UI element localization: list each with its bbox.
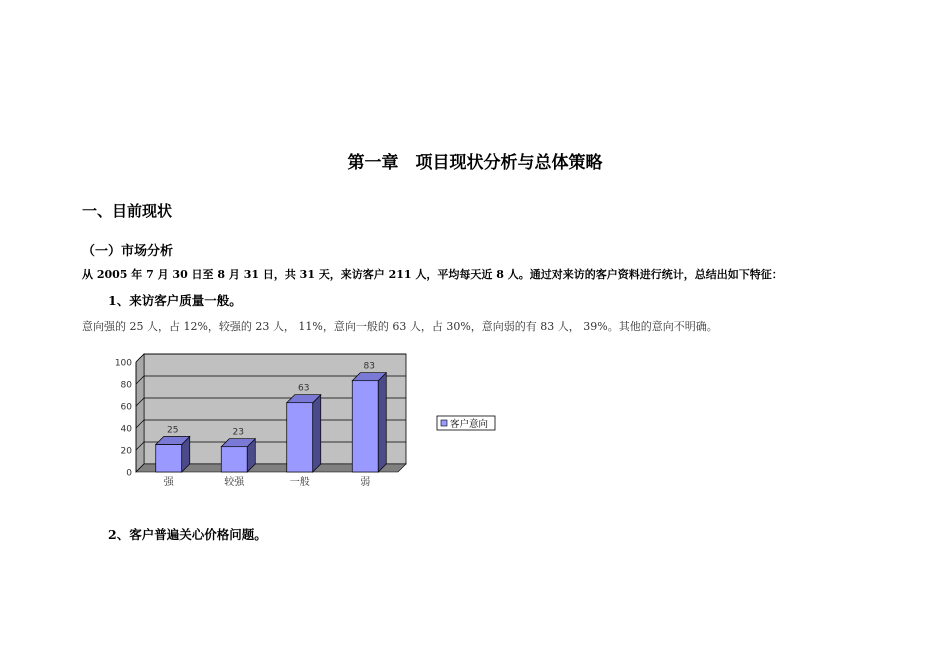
y-tick-label: 60	[120, 402, 132, 413]
bar-side	[378, 373, 386, 472]
point-2-title: 2、客户普遍关心价格问题。	[108, 527, 267, 542]
bar-data-label: 23	[232, 427, 244, 438]
x-tick-label: 一般	[289, 477, 310, 488]
bar-data-label: 83	[363, 361, 375, 372]
y-tick-label: 20	[120, 446, 132, 457]
customer-intent-bar-chart	[100, 350, 510, 495]
plot-side-wall	[136, 354, 144, 472]
bar	[287, 403, 313, 472]
y-tick-label: 0	[126, 468, 132, 479]
y-tick-label: 100	[114, 358, 132, 369]
legend-label: 客户意向	[450, 419, 489, 430]
x-tick-label: 较强	[224, 477, 245, 488]
bar-data-label: 25	[167, 425, 179, 436]
chapter-title: 第一章 项目现状分析与总体策略	[347, 153, 603, 173]
bar-data-label: 63	[298, 383, 310, 394]
intro-paragraph: 从 2005 年 7 月 30 日至 8 月 31 日，共 31 天，来访客户 211 人，平均每天近 8 人。通过对来访的客户资料进行统计，总结出如下特征：	[82, 268, 783, 281]
point-1-title: 1、来访客户质量一般。	[108, 293, 242, 308]
legend-swatch	[441, 420, 447, 426]
section-title: 一、目前现状	[82, 202, 173, 220]
point-1-text: 意向强的 25 人，占 12%，较强的 23 人， 11%，意向一般的 63 人，占 30%，意向弱的有 83 人， 39%。其他的意向不明确。	[82, 320, 718, 333]
x-tick-label: 强	[163, 477, 174, 488]
bar	[221, 447, 247, 472]
bar-side	[313, 395, 321, 472]
y-tick-label: 80	[120, 380, 132, 391]
subsection-title: （一）市场分析	[82, 244, 174, 259]
x-tick-label: 弱	[360, 477, 371, 488]
bar	[156, 445, 182, 473]
bar	[352, 381, 378, 472]
y-tick-label: 40	[120, 424, 132, 435]
